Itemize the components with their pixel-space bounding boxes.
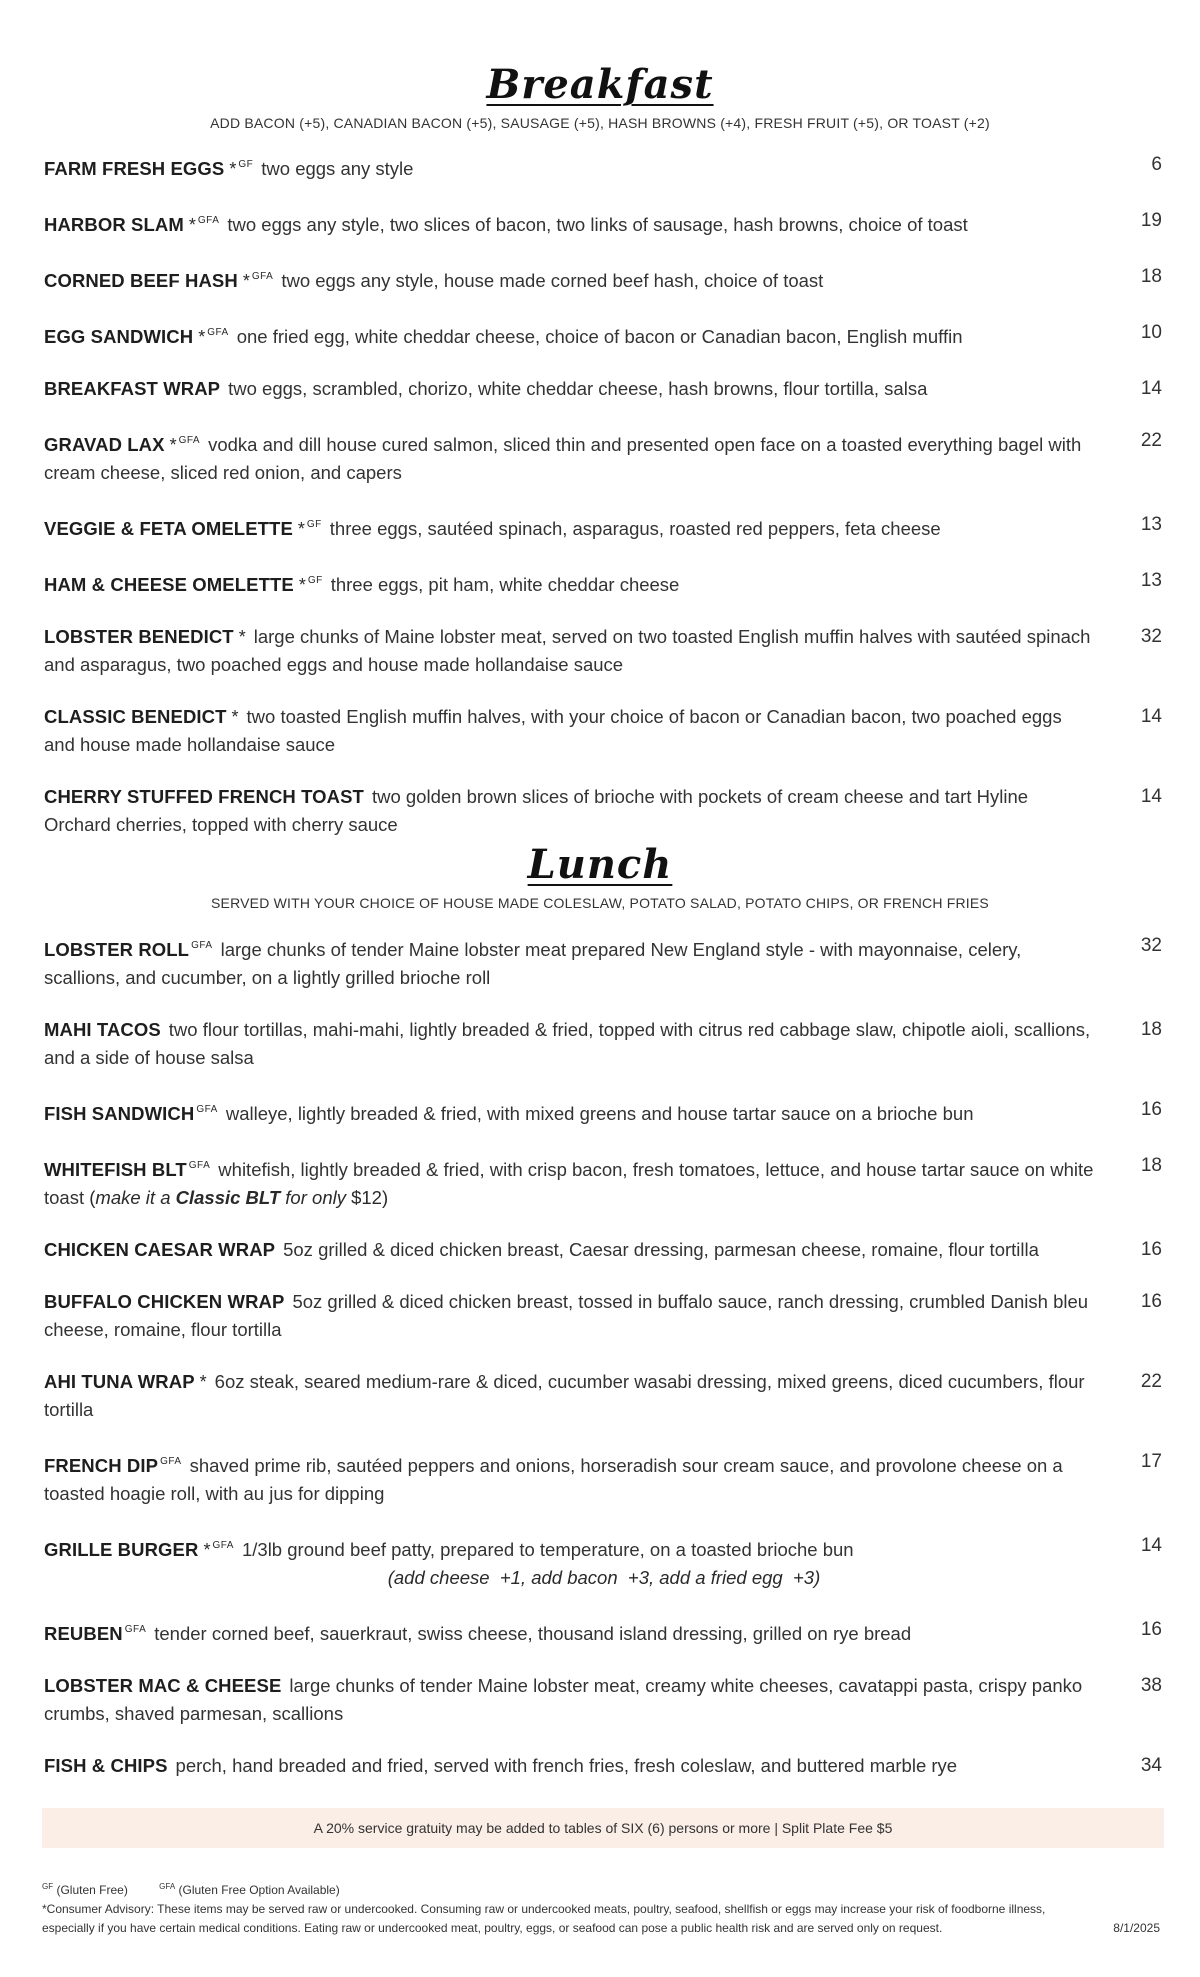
menu-item <box>44 1288 1162 1344</box>
diet-tag: GFA <box>191 940 213 951</box>
upsell-open: ( <box>89 1187 96 1208</box>
menu-item <box>44 932 1162 992</box>
item-description: two eggs any style, two slices of bacon, two links of sausage, hash browns, choice of toast <box>227 214 968 235</box>
raw-advisory-mark: * <box>198 1540 211 1560</box>
item-price: 14 <box>1140 1535 1162 1556</box>
item-price: 38 <box>1140 1675 1162 1696</box>
item-name: MAHI TACOS <box>44 1019 161 1040</box>
item-description: large chunks of tender Maine lobster meat prepared New England style - with mayonnaise, celery, scallions, and cucumber, on a lightly grilled brioche roll <box>44 939 1022 988</box>
menu-date: 8/1/2025 <box>1113 1921 1160 1935</box>
item-name: CORNED BEEF HASH <box>44 270 238 291</box>
raw-advisory-mark: * <box>237 271 250 291</box>
item-description: 5oz grilled & diced chicken breast, Caesar dressing, parmesan cheese, romaine, flour tortilla <box>283 1239 1039 1260</box>
item-price: 16 <box>1140 1099 1162 1120</box>
item-price: 14 <box>1140 378 1162 399</box>
diet-tag: GFA <box>196 1104 218 1115</box>
raw-advisory-mark: * <box>164 435 177 455</box>
breakfast-list <box>44 151 1162 863</box>
diet-legend <box>42 1877 1164 1900</box>
item-name: FARM FRESH EGGS <box>44 158 225 179</box>
item-name: BUFFALO CHICKEN WRAP <box>44 1291 285 1312</box>
menu-item <box>44 427 1162 487</box>
menu-item <box>44 783 1162 839</box>
diet-tag: GFA <box>251 271 274 282</box>
item-name: GRAVAD LAX <box>44 434 165 455</box>
diet-tag: GFA <box>188 1160 211 1171</box>
raw-advisory-mark: * <box>292 519 305 539</box>
gratuity-notice: A 20% service gratuity may be added to tables of SIX (6) persons or more | Split Plate Fee $5 <box>42 1808 1164 1848</box>
item-name: HAM & CHEESE OMELETTE <box>44 574 294 595</box>
menu-item <box>44 1096 1162 1128</box>
item-price: 16 <box>1140 1239 1162 1260</box>
item-name: FRENCH DIP <box>44 1455 159 1476</box>
diet-tag: GF <box>306 519 322 530</box>
item-description: tender corned beef, sauerkraut, swiss cheese, thousand island dressing, grilled on rye bread <box>154 1623 912 1644</box>
item-addons: (add cheese +1, add bacon +3, add a fried egg +3) <box>387 1567 821 1588</box>
breakfast-subtitle: ADD BACON (+5), CANADIAN BACON (+5), SAUSAGE (+5), HASH BROWNS (+4), FRESH FRUIT (+5), OR TOAST (+2) <box>210 115 990 131</box>
item-name: EGG SANDWICH <box>44 326 194 347</box>
item-name: LOBSTER MAC & CHEESE <box>44 1675 282 1696</box>
item-price: 22 <box>1140 430 1162 451</box>
upsell-classic: Classic BLT <box>175 1187 281 1208</box>
breakfast-title: Breakfast <box>486 61 714 108</box>
diet-tag: GFA <box>207 327 229 338</box>
item-price: 16 <box>1140 1291 1162 1312</box>
menu-item <box>44 1016 1162 1072</box>
item-price: 13 <box>1140 570 1162 591</box>
item-description: large chunks of Maine lobster meat, served on two toasted English muffin halves with sautéed spinach and asparagus, two poached eggs and house made hollandaise sauce <box>44 626 1091 675</box>
raw-advisory-mark: * <box>183 215 196 235</box>
item-name: FISH & CHIPS <box>44 1755 168 1776</box>
item-description: vodka and dill house cured salmon, sliced thin and presented open face on a toasted everything bagel with cream cheese, sliced red onion, and capers <box>44 434 1082 483</box>
diet-tag: GF <box>238 159 254 170</box>
item-price: 34 <box>1140 1755 1162 1776</box>
item-name: GRILLE BURGER <box>44 1539 199 1560</box>
menu-item <box>44 151 1162 183</box>
menu-item <box>44 703 1162 759</box>
item-price: 14 <box>1140 786 1162 807</box>
diet-tag: GFA <box>212 1540 234 1551</box>
raw-advisory-mark: * <box>194 1372 207 1392</box>
upsell-amount: $12) <box>351 1187 389 1208</box>
item-name: LOBSTER BENEDICT <box>44 626 234 647</box>
item-description: 5oz grilled & diced chicken breast, tossed in buffalo sauce, ranch dressing, crumbled Danish bleu cheese, romaine, flour tortilla <box>44 1291 1089 1340</box>
upsell-italic <box>95 1187 346 1208</box>
item-name: AHI TUNA WRAP <box>44 1371 195 1392</box>
diet-tag: GF <box>307 575 323 586</box>
item-description: two golden brown slices of brioche with pockets of cream cheese and tart Hyline Orchard cherries, topped with cherry sauce <box>44 786 1029 835</box>
item-price: 10 <box>1140 322 1162 343</box>
item-description: two eggs, scrambled, chorizo, white cheddar cheese, hash browns, flour tortilla, salsa <box>228 378 928 399</box>
footer <box>42 1877 1164 1938</box>
item-name: REUBEN <box>44 1623 123 1644</box>
item-name: CLASSIC BENEDICT <box>44 706 227 727</box>
menu-item <box>44 1616 1162 1648</box>
item-price: 16 <box>1140 1619 1162 1640</box>
item-description: two flour tortillas, mahi-mahi, lightly breaded & fried, topped with citrus red cabbage slaw, chipotle aioli, scallions, and a side of house salsa <box>44 1019 1091 1068</box>
item-description: shaved prime rib, sautéed peppers and onions, horseradish sour cream sauce, and provolone cheese on a toasted hoagie roll, with au jus for dipping <box>44 1455 1063 1504</box>
raw-advisory-mark: * <box>193 327 206 347</box>
lunch-subtitle: SERVED WITH YOUR CHOICE OF HOUSE MADE COLESLAW, POTATO SALAD, POTATO CHIPS, OR FRENCH FRIES <box>211 895 989 911</box>
item-name: CHICKEN CAESAR WRAP <box>44 1239 276 1260</box>
menu-item <box>44 1448 1162 1508</box>
menu-item <box>44 207 1162 239</box>
item-price: 18 <box>1140 1155 1162 1176</box>
item-description: three eggs, sautéed spinach, asparagus, roasted red peppers, feta cheese <box>329 518 941 539</box>
item-description: walleye, lightly breaded & fried, with mixed greens and house tartar sauce on a brioche bun <box>225 1103 974 1124</box>
menu-item <box>44 623 1162 679</box>
menu-item <box>44 567 1162 599</box>
item-description: two eggs any style <box>261 158 414 179</box>
raw-advisory-mark: * <box>224 159 237 179</box>
menu-item <box>44 1532 1162 1592</box>
item-price: 32 <box>1140 935 1162 956</box>
item-name: VEGGIE & FETA OMELETTE <box>44 518 293 539</box>
item-description: three eggs, pit ham, white cheddar cheese <box>330 574 680 595</box>
menu-item <box>44 375 1162 403</box>
raw-advisory-mark: * <box>293 575 306 595</box>
item-description: one fried egg, white cheddar cheese, choice of bacon or Canadian bacon, English muffin <box>236 326 963 347</box>
menu-item <box>44 263 1162 295</box>
item-description: two eggs any style, house made corned beef hash, choice of toast <box>281 270 824 291</box>
lunch-title: Lunch <box>527 841 673 888</box>
item-description: perch, hand breaded and fried, served with french fries, fresh coleslaw, and buttered marble rye <box>175 1755 958 1776</box>
upsell-for-only: for only <box>285 1187 346 1208</box>
menu-item <box>44 1752 1162 1780</box>
item-price: 18 <box>1140 1019 1162 1040</box>
lunch-header <box>0 842 1200 912</box>
raw-advisory-mark: * <box>233 627 246 647</box>
item-price: 14 <box>1140 706 1162 727</box>
item-name: BREAKFAST WRAP <box>44 378 221 399</box>
raw-advisory-mark: * <box>226 707 239 727</box>
gfa-tag: GFA <box>159 1882 176 1891</box>
menu-item <box>44 1236 1162 1264</box>
item-price: 6 <box>1151 154 1162 175</box>
breakfast-header <box>0 62 1200 132</box>
item-price: 17 <box>1140 1451 1162 1472</box>
item-description: two toasted English muffin halves, with your choice of bacon or Canadian bacon, two poached eggs and house made hollandaise sauce <box>44 706 1062 755</box>
item-price: 18 <box>1140 266 1162 287</box>
item-name: WHITEFISH BLT <box>44 1159 187 1180</box>
diet-tag: GFA <box>160 1456 182 1467</box>
item-description: whitefish, lightly breaded & fried, with crisp bacon, fresh tomatoes, lettuce, and house tartar sauce on white toast <box>44 1159 1094 1208</box>
item-description: 1/3lb ground beef patty, prepared to temperature, on a toasted brioche bun <box>241 1539 854 1560</box>
menu-item <box>44 1672 1162 1728</box>
item-name: LOBSTER ROLL <box>44 939 190 960</box>
lunch-list <box>44 932 1162 1804</box>
item-name: CHERRY STUFFED FRENCH TOAST <box>44 786 364 807</box>
item-price: 32 <box>1140 626 1162 647</box>
consumer-advisory: *Consumer Advisory: These items may be served raw or undercooked. Consuming raw or undercooked meats, poultry, seafood, shellfish or eggs may increase your risk of foodborne illness, especially if you have certain medical conditions. Eating raw or undercooked meat, poultry, eggs, or seafood can pose a public health risk and are served only on request. <box>42 1902 1046 1935</box>
gfa-label: (Gluten Free Option Available) <box>178 1883 340 1897</box>
menu-item <box>44 1152 1162 1212</box>
menu-item <box>44 511 1162 543</box>
gf-tag: GF <box>42 1882 54 1891</box>
item-description: 6oz steak, seared medium-rare & diced, cucumber wasabi dressing, mixed greens, diced cucumbers, flour tortilla <box>44 1371 1085 1420</box>
diet-tag: GFA <box>124 1624 147 1635</box>
item-description: large chunks of tender Maine lobster meat, creamy white cheeses, cavatappi pasta, crispy panko crumbs, shaved parmesan, scallions <box>44 1675 1083 1724</box>
item-price: 13 <box>1140 514 1162 535</box>
item-price: 22 <box>1140 1371 1162 1392</box>
menu-item <box>44 1368 1162 1424</box>
item-price: 19 <box>1140 210 1162 231</box>
upsell-make: make it a <box>95 1187 171 1208</box>
diet-tag: GFA <box>178 435 201 446</box>
menu-item <box>44 319 1162 351</box>
diet-tag: GFA <box>197 215 220 226</box>
item-name: HARBOR SLAM <box>44 214 184 235</box>
upsell-note <box>84 1187 388 1208</box>
gf-label: (Gluten Free) <box>56 1883 128 1897</box>
item-name: FISH SANDWICH <box>44 1103 195 1124</box>
